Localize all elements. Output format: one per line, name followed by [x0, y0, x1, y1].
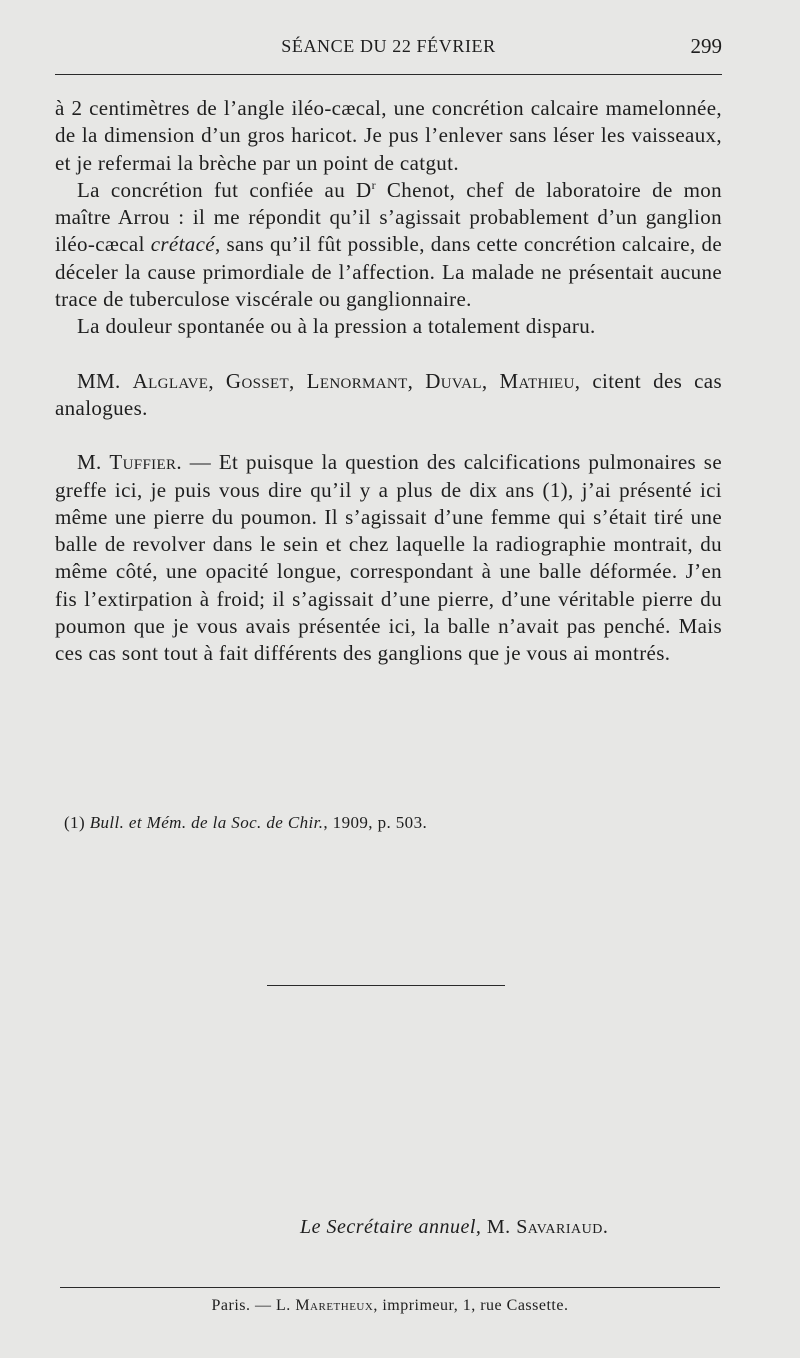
paragraph-5-text: — Et puisque la question des calcifications pulmonaires se greffe ici, je puis vous dire qu’il y a plus de dix ans (1), j’ai présenté ici même une pierre du poumon. Il s’agissait d’une femme qui s’était tiré une balle de revolver dans le sein et chez laquelle la radiographie montrait, du même côté, une opacité longue, correspondant à une balle déformée. J’en fis l’extirpation à froid; il s’agissait d’une pierre, d’une véritable pierre du poumon que je vous avais présentée ici, la balle n’avait pas penché. Mais ces cas sont tout à fait différents des ganglions que je vous ai montrés.: [55, 450, 722, 666]
paragraph-1: [55, 95, 722, 177]
printer-line: [60, 1297, 720, 1315]
printer-rest: , imprimeur, 1, rue Cassette.: [373, 1297, 569, 1314]
paragraph-5-prefix: M.: [77, 450, 110, 475]
body-text: [55, 95, 722, 668]
header-rule: [55, 74, 722, 75]
signature-prefix: M.: [481, 1216, 517, 1238]
superscript-r: r: [371, 177, 376, 192]
speaker-names: Alglave, Gosset, Lenormant, Duval, Mathieu,: [132, 368, 581, 393]
footnote-rest: , 1909, p. 503.: [323, 813, 428, 832]
printer-name: Maretheux: [295, 1297, 374, 1314]
paragraph-3: [55, 313, 722, 340]
paragraph-3-text: La douleur spontanée ou à la pression a totalement disparu.: [77, 314, 596, 339]
paragraph-5: [55, 449, 722, 667]
speaker-name-tuffier: Tuffier.: [109, 450, 182, 475]
page-header: [55, 34, 722, 62]
italic-cretace: crétacé: [150, 232, 215, 257]
footnote-marker: (1): [64, 813, 90, 832]
paragraph-2-text-c: , sans qu’il fût possible, dans cette concrétion calcaire, de déceler la cause primordiale de l’affection. La malade ne présentait aucune trace de tuberculose viscérale ou ganglionnaire.: [55, 232, 722, 312]
section-rule: [267, 985, 505, 986]
running-title: SÉANCE DU 22 FÉVRIER: [281, 36, 496, 56]
paragraph-4: [55, 368, 722, 423]
signature-name: Savariaud.: [516, 1216, 609, 1238]
footnote-italic: Bull. et Mém. de la Soc. de Chir.: [89, 813, 324, 832]
paragraph-2: [55, 177, 722, 313]
footnote: [64, 813, 704, 833]
paragraph-1-text: à 2 centimètres de l’angle iléo-cæcal, une concrétion calcaire mamelonnée, de la dimension d’un gros haricot. Je pus l’enlever sans léser les vaisseaux, et je refermai la brèche par un point de catgut.: [55, 96, 722, 175]
paragraph-2-text-a: La concrétion fut confiée au D: [77, 177, 372, 202]
paragraph-4-suffix: citent des cas analogues.: [55, 368, 723, 420]
paragraph-4-prefix: MM.: [77, 368, 133, 393]
paragraph-2-text-b: Chenot, chef de laboratoire de mon maître Arrou : il me répondit qu’il s’agissait probablement d’un ganglion iléo-cæcal: [55, 177, 722, 257]
signature: [300, 1216, 720, 1239]
footer-rule: [60, 1287, 720, 1288]
signature-role: Le Secrétaire annuel,: [300, 1216, 482, 1238]
page-number: 299: [690, 34, 722, 58]
printer-city: Paris. — L.: [211, 1297, 296, 1314]
